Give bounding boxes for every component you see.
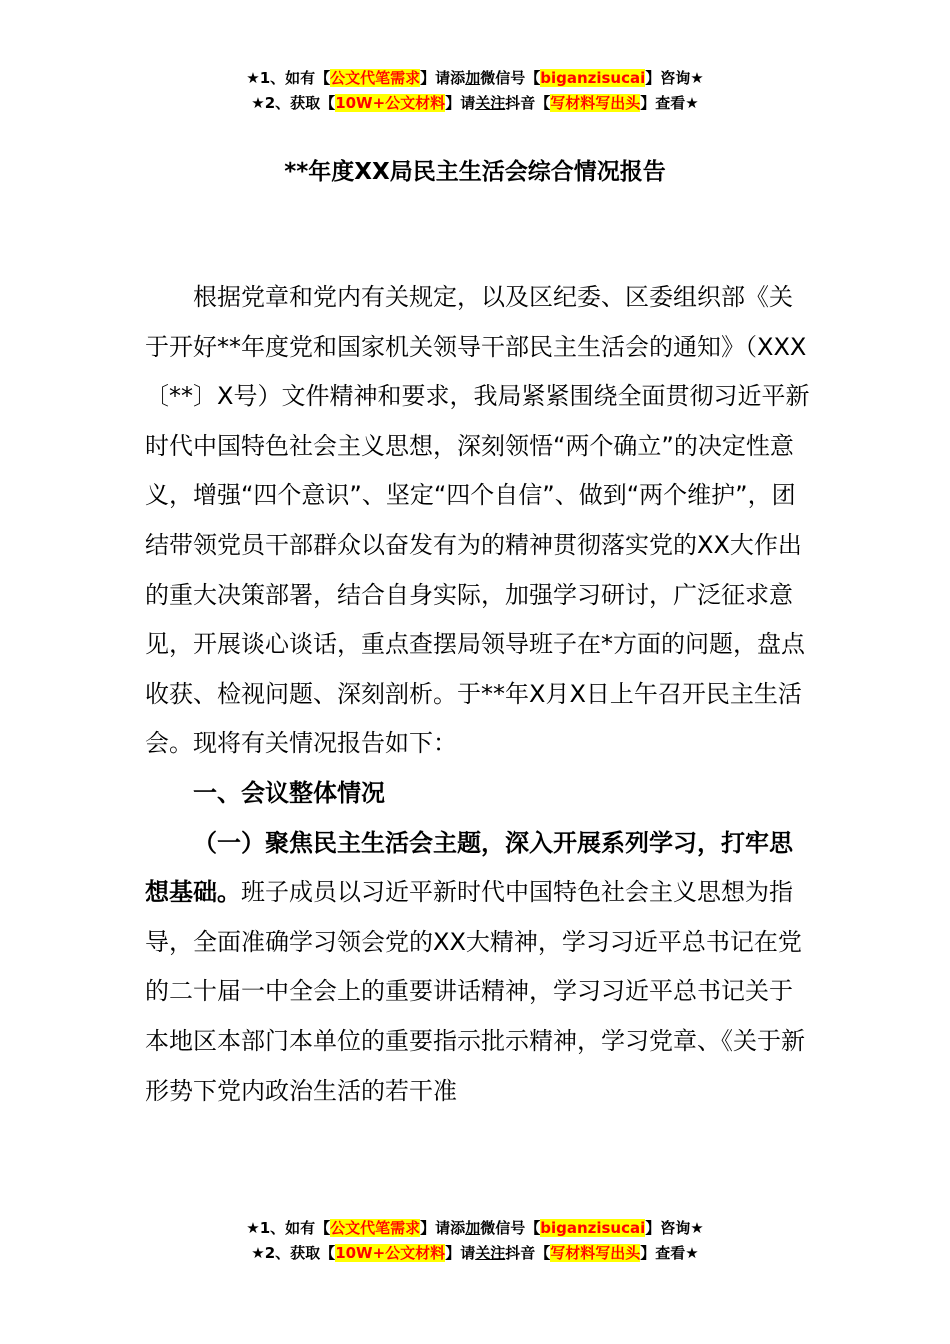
footer-line-1: ★1、如有【公文代笔需求】请添加微信号【biganzisucai】咨询★ [246, 1219, 704, 1237]
subsection-body: 班子成员以习近平新时代中国特色社会主义思想为指导，全面准确学习领会党的XX大精神，学习习近平总书记在党的二十届一中全会上的重要讲话精神，学习习近平总书记关于本地区本部门本单位的重要指示批示精神，学习党章、《关于新形势下党内政治生活的若干准 [145, 878, 805, 1105]
document-body [145, 273, 815, 1116]
banner-line-2: ★2、获取【10W+公文材料】请关注抖音【写材料写出头】查看★ [251, 94, 699, 112]
banner-highlight-materials: 10W+公文材料 [335, 94, 446, 112]
header-banner [0, 66, 950, 116]
banner-line-1: ★1、如有【公文代笔需求】请添加微信号【biganzisucai】咨询★ [246, 69, 704, 87]
subsection-paragraph [145, 819, 815, 1117]
subsection-heading: （一）聚焦民主生活会主题，深入开展系列学习，打牢思想基础。 [145, 828, 793, 907]
footer-highlight-wechat-id: biganzisucai [540, 1219, 646, 1237]
banner-highlight-wechat-id: biganzisucai [540, 69, 646, 87]
document-title: **年度XX局民主生活会综合情况报告 [284, 159, 666, 185]
banner-highlight-douyin: 写材料写出头 [550, 94, 641, 112]
banner-highlight-service: 公文代笔需求 [330, 69, 421, 87]
intro-paragraph: 根据党章和党内有关规定，以及区纪委、区委组织部《关于开好**年度党和国家机关领导干部民主生活会的通知》（XXX〔**〕X号）文件精神和要求，我局紧紧围绕全面贯彻习近平新时代中国特色社会主义思想，深刻领悟“两个确立”的决定性意义，增强“四个意识”、坚定“四个自信”、做到“两个维护”，团结带领党员干部群众以奋发有为的精神贯彻落实党的XX大作出的重大决策部署，结合自身实际，加强学习研讨，广泛征求意见，开展谈心谈话，重点查摆局领导班子在*方面的问题，盘点收获、检视问题、深刻剖析。于**年X月X日上午召开民主生活会。现将有关情况报告如下： [145, 283, 810, 758]
footer-highlight-materials: 10W+公文材料 [335, 1244, 446, 1262]
footer-highlight-douyin: 写材料写出头 [550, 1244, 641, 1262]
footer-highlight-service: 公文代笔需求 [330, 1219, 421, 1237]
footer-line-2: ★2、获取【10W+公文材料】请关注抖音【写材料写出头】查看★ [251, 1244, 699, 1262]
footer-banner [0, 1216, 950, 1266]
section-heading: 一、会议整体情况 [193, 778, 385, 807]
